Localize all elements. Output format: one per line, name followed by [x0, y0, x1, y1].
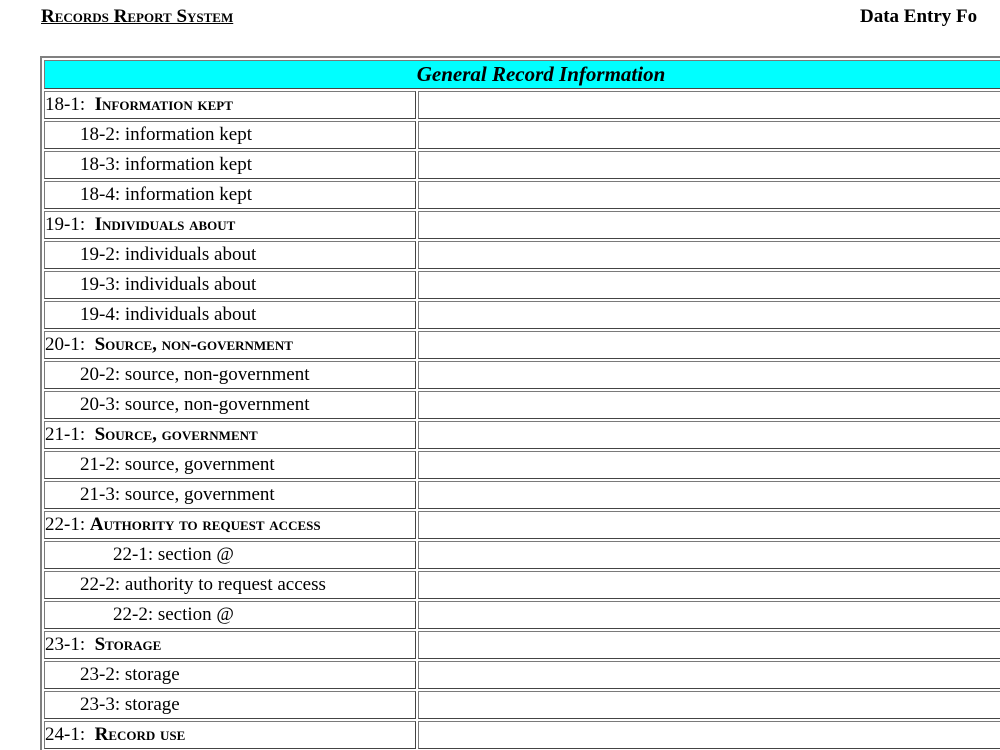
- field-number: 21-1:: [45, 424, 95, 445]
- field-label-cell: [44, 91, 416, 119]
- form-row: [44, 121, 1000, 149]
- field-label-cell: [44, 181, 416, 209]
- field-value-cell[interactable]: [418, 181, 1000, 209]
- field-value-cell[interactable]: [418, 151, 1000, 179]
- field-label-cell: [44, 511, 416, 539]
- field-group-label: Information kept: [94, 94, 233, 115]
- field-value-cell[interactable]: [418, 661, 1000, 689]
- field-label-cell: [44, 631, 416, 659]
- field-number: 22-1:: [45, 514, 90, 535]
- field-label: 22-1: section @: [113, 544, 234, 565]
- field-value-cell[interactable]: [418, 391, 1000, 419]
- section-header-row: [44, 60, 1000, 89]
- field-value-cell[interactable]: [418, 451, 1000, 479]
- field-value-cell[interactable]: [418, 481, 1000, 509]
- form-row: [44, 451, 1000, 479]
- form-row: [44, 481, 1000, 509]
- field-number: 19-1:: [45, 214, 95, 235]
- form-title: Data Entry Fo: [860, 6, 978, 27]
- form-row: [44, 91, 1000, 119]
- field-label-cell: [44, 721, 416, 749]
- field-label-cell: [44, 691, 416, 719]
- field-value-cell[interactable]: [418, 271, 1000, 299]
- field-value-cell[interactable]: [418, 571, 1000, 599]
- field-label: 23-3: storage: [80, 694, 180, 715]
- general-record-information-table: [40, 56, 1000, 750]
- field-label-cell: [44, 541, 416, 569]
- field-label-cell: [44, 331, 416, 359]
- field-group-label: Source, non-government: [94, 334, 293, 355]
- field-label: 19-4: individuals about: [80, 304, 257, 325]
- form-row: [44, 631, 1000, 659]
- form-row: [44, 601, 1000, 629]
- form-row: [44, 181, 1000, 209]
- field-value-cell[interactable]: [418, 241, 1000, 269]
- form-row: [44, 391, 1000, 419]
- field-value-cell[interactable]: [418, 121, 1000, 149]
- field-value-cell[interactable]: [418, 691, 1000, 719]
- field-group-label: Source, government: [94, 424, 258, 445]
- field-label: 20-3: source, non-government: [80, 394, 310, 415]
- field-value-cell[interactable]: [418, 601, 1000, 629]
- field-group-label: Authority to request access: [89, 514, 321, 535]
- form-row: [44, 361, 1000, 389]
- field-label-cell: [44, 451, 416, 479]
- field-number: 24-1:: [45, 724, 95, 745]
- field-value-cell[interactable]: [418, 211, 1000, 239]
- field-label-cell: [44, 241, 416, 269]
- field-label-cell: [44, 391, 416, 419]
- field-label: 20-2: source, non-government: [80, 364, 310, 385]
- field-label-cell: [44, 211, 416, 239]
- field-label: 19-2: individuals about: [80, 244, 257, 265]
- field-label: 21-2: source, government: [80, 454, 275, 475]
- form-row: [44, 421, 1000, 449]
- field-label: 22-2: authority to request access: [80, 574, 326, 595]
- field-value-cell[interactable]: [418, 421, 1000, 449]
- field-value-cell[interactable]: [418, 541, 1000, 569]
- form-row: [44, 541, 1000, 569]
- section-title: General Record Information: [44, 60, 1000, 89]
- field-label-cell: [44, 571, 416, 599]
- field-label-cell: [44, 121, 416, 149]
- field-label: 21-3: source, government: [80, 484, 275, 505]
- field-label: 18-4: information kept: [80, 184, 253, 205]
- form-row: [44, 241, 1000, 269]
- field-label: 18-3: information kept: [80, 154, 253, 175]
- field-number: 18-1:: [45, 94, 95, 115]
- form-row: [44, 271, 1000, 299]
- field-label-cell: [44, 481, 416, 509]
- field-label: 22-2: section @: [113, 604, 234, 625]
- form-row: [44, 721, 1000, 749]
- field-label-cell: [44, 661, 416, 689]
- field-value-cell[interactable]: [418, 331, 1000, 359]
- field-value-cell[interactable]: [418, 301, 1000, 329]
- field-value-cell[interactable]: [418, 91, 1000, 119]
- field-label-cell: [44, 271, 416, 299]
- field-label: 18-2: information kept: [80, 124, 253, 145]
- form-row: [44, 151, 1000, 179]
- form-row: [44, 301, 1000, 329]
- form-row: [44, 571, 1000, 599]
- field-value-cell[interactable]: [418, 721, 1000, 749]
- field-number: 20-1:: [45, 334, 95, 355]
- field-number: 23-1:: [45, 634, 95, 655]
- form-row: [44, 211, 1000, 239]
- field-label: 19-3: individuals about: [80, 274, 257, 295]
- form-row: [44, 331, 1000, 359]
- field-label-cell: [44, 361, 416, 389]
- field-group-label: Individuals about: [94, 214, 236, 235]
- field-label-cell: [44, 151, 416, 179]
- field-label-cell: [44, 421, 416, 449]
- field-label-cell: [44, 301, 416, 329]
- system-title: Records Report System: [41, 6, 234, 27]
- field-group-label: Storage: [94, 634, 162, 655]
- field-label: 23-2: storage: [80, 664, 180, 685]
- field-value-cell[interactable]: [418, 361, 1000, 389]
- form-row: [44, 511, 1000, 539]
- form-row: [44, 661, 1000, 689]
- field-label-cell: [44, 601, 416, 629]
- field-value-cell[interactable]: [418, 511, 1000, 539]
- field-value-cell[interactable]: [418, 631, 1000, 659]
- form-row: [44, 691, 1000, 719]
- field-group-label: Record use: [94, 724, 186, 745]
